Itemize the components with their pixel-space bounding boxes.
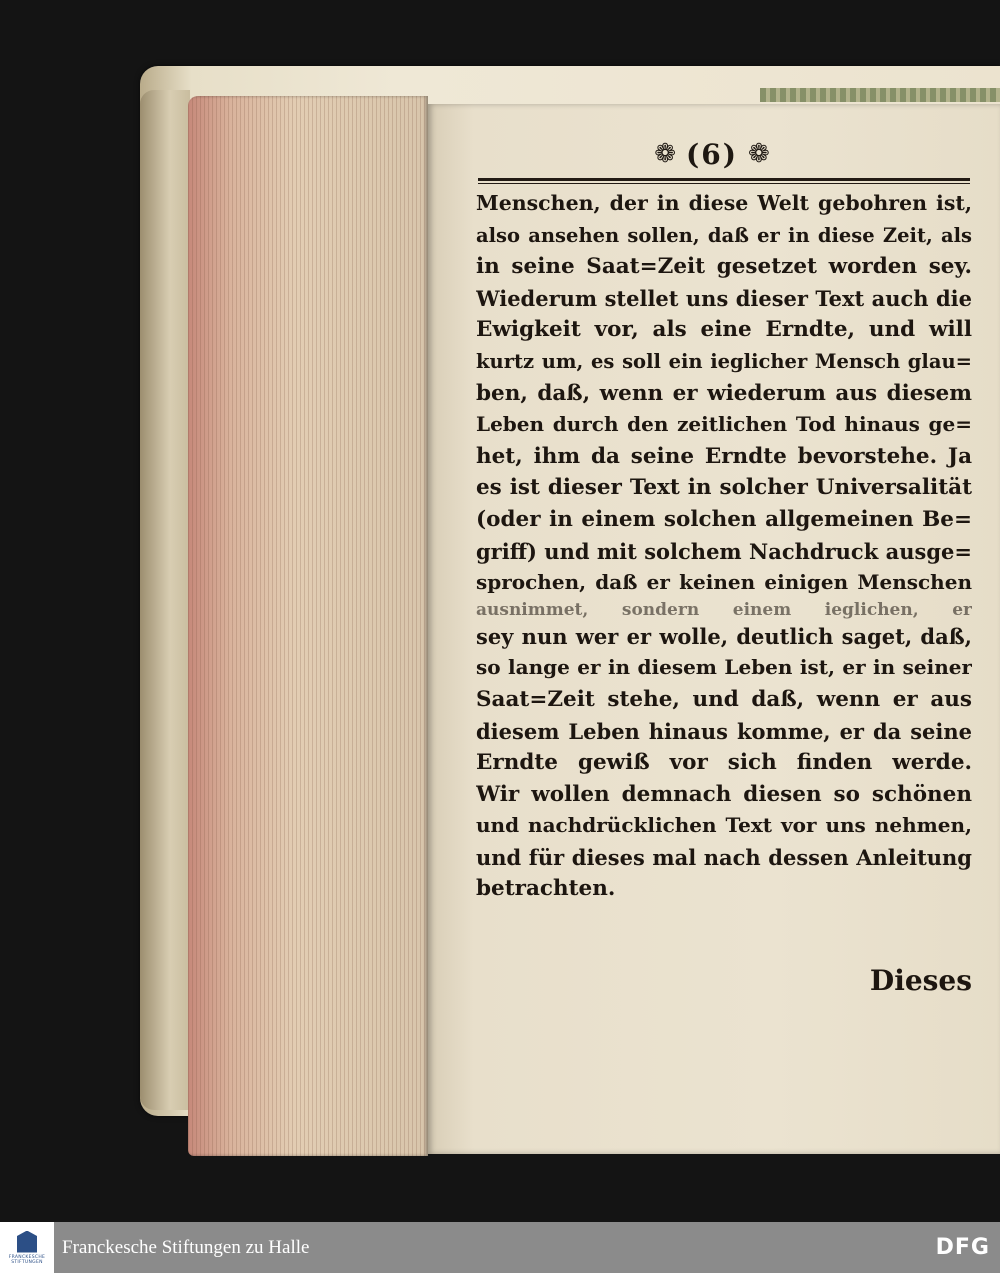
header-rule <box>478 178 970 181</box>
institution-logo <box>0 1222 54 1273</box>
text-line-cropped: ausnimmet, sondern einem ieglichen, er <box>476 599 972 620</box>
text-line: het, ihm da seine Erndte bevorstehe. Ja <box>476 443 972 469</box>
catchword: Dieses <box>869 964 972 997</box>
text-line: es ist dieser Text in solcher Universalität <box>476 475 972 501</box>
viewer-footer <box>0 1222 1000 1273</box>
cover-edge <box>140 90 190 1110</box>
text-line: griff) und mit solchem Nachdruck ausge= <box>476 538 972 564</box>
building-icon <box>17 1231 37 1253</box>
dfg-logo: DFG <box>935 1235 990 1260</box>
ornament-right-icon: ❁ <box>747 139 770 169</box>
text-line: und nachdrücklichen Text vor uns nehmen, <box>476 813 972 838</box>
text-line: so lange er in diesem Leben ist, er in seiner <box>476 655 972 680</box>
text-line: Wiederum stellet uns dieser Text auch die <box>476 285 972 311</box>
text-line: Menschen, der in diese Welt gebohren ist, <box>476 191 972 215</box>
text-line: sey nun wer er wolle, deutlich saget, daß, <box>476 623 972 649</box>
text-line: (oder in einem solchen allgemeinen Be= <box>476 506 972 532</box>
text-line: und für dieses mal nach dessen Anleitung <box>476 844 972 870</box>
page-header <box>452 134 972 174</box>
ornament-left-icon: ❁ <box>654 139 676 169</box>
body-text <box>476 188 972 905</box>
text-line: Saat=Zeit stehe, und daß, wenn er aus <box>476 686 972 712</box>
text-line: Ewigkeit vor, als eine Erndte, und will <box>476 317 972 343</box>
green-ribbon-edge <box>760 88 1000 102</box>
text-line: betrachten. <box>476 876 616 902</box>
logo-text: FRANCKESCHE STIFTUNGEN <box>8 1254 46 1265</box>
institution-name: Franckesche Stiftungen zu Halle <box>62 1236 310 1258</box>
text-line: sprochen, daß er keinen einigen Menschen <box>476 570 972 595</box>
text-line: Wir wollen demnach diesen so schönen <box>476 781 972 807</box>
header-rule-thin <box>478 183 970 184</box>
page-block-fore-edge <box>188 96 428 1156</box>
page-number: (6) <box>686 137 738 171</box>
text-line: Leben durch den zeitlichen Tod hinaus ge= <box>476 412 972 437</box>
text-line: kurtz um, es soll ein ieglicher Mensch glau= <box>476 349 972 373</box>
text-line: ben, daß, wenn er wiederum aus diesem <box>476 380 972 406</box>
text-line: in seine Saat=Zeit gesetzet worden sey. <box>476 254 972 280</box>
text-line: also ansehen sollen, daß er in diese Zeit, als <box>476 223 972 247</box>
text-line: diesem Leben hinaus komme, er da seine <box>476 718 972 744</box>
text-line: Erndte gewiß vor sich finden werde. <box>476 750 972 776</box>
